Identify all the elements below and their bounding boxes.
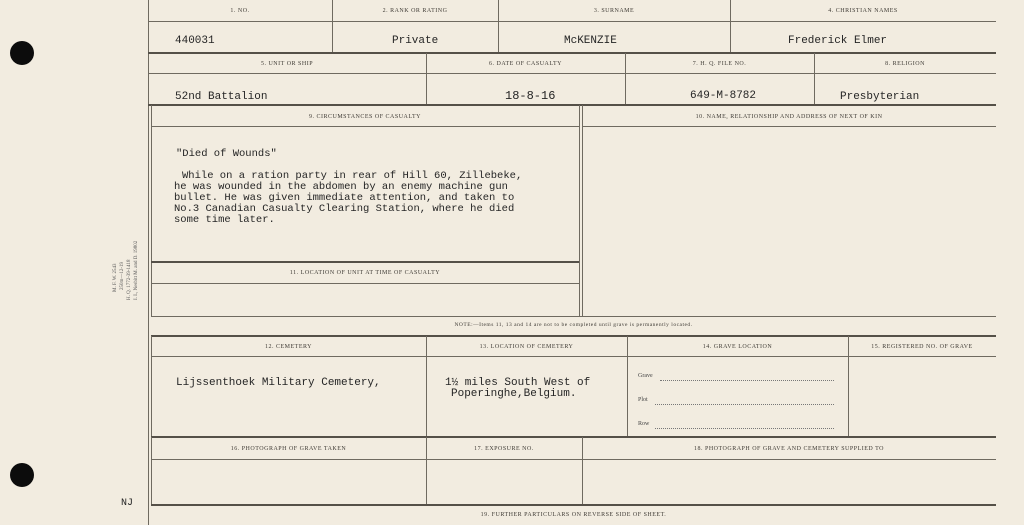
row2-header-rule	[148, 73, 996, 74]
header-photo-taken: 16. PHOTOGRAPH OF GRAVE TAKEN	[230, 446, 347, 452]
note-top-rule	[151, 316, 996, 317]
circ-box-right	[579, 105, 580, 316]
header-unit: 5. UNIT OR SHIP	[260, 61, 314, 67]
header-rank: 2. RANK OR RATING	[382, 8, 448, 14]
binder-hole-top	[10, 41, 34, 65]
cemetery-div-3	[848, 336, 849, 436]
cemetery-header-rule	[151, 356, 996, 357]
cemetery-top-rule	[151, 335, 996, 337]
photo-top-rule	[151, 436, 996, 438]
location-cemetery-line-2: Poperinghe,Belgium.	[451, 388, 577, 400]
cemetery-box-left	[151, 336, 152, 436]
cemetery-div-2	[627, 336, 628, 436]
circumstances-line-2: he was wounded in the abdomen by an enemy machine gun	[174, 181, 508, 193]
date-value: 18-8-16	[505, 89, 556, 103]
row1-header-rule	[148, 21, 996, 22]
circumstances-line-1: While on a ration party in rear of Hill 60, Zillebeke,	[182, 170, 523, 182]
row-row-dots	[655, 428, 834, 429]
header-location-cemetery: 13. LOCATION OF CEMETERY	[479, 344, 574, 350]
plot-row-dots	[655, 404, 834, 405]
print-code-2: 250m—12-19	[120, 261, 125, 290]
header-grave-location: 14. GRAVE LOCATION	[702, 344, 773, 350]
header-next-of-kin: 10. NAME, RELATIONSHIP AND ADDRESS OF NEXT OF KIN	[695, 114, 883, 120]
header-file-no: 7. H. Q. FILE NO.	[692, 61, 747, 67]
surname-value: McKENZIE	[564, 35, 617, 47]
print-code-4: I. I., Nesbitt M. and D. 19802	[134, 240, 139, 300]
circumstances-line-4: No.3 Canadian Casualty Clearing Station, where he died	[174, 203, 515, 215]
print-code-3: H. Q. 1772-39-1418	[127, 259, 132, 300]
header-location-unit: 11. LOCATION OF UNIT AT TIME OF CASUALTY	[289, 270, 441, 276]
row-row-label: Row	[638, 421, 650, 427]
binder-hole-bottom	[10, 463, 34, 487]
print-code-1: M. F. W. 2543	[113, 263, 118, 292]
header-registered-no: 15. REGISTERED NO. OF GRAVE	[871, 344, 973, 350]
unit-value: 52nd Battalion	[175, 91, 268, 103]
header-cemetery: 12. CEMETERY	[264, 344, 312, 350]
margin-mark: NJ	[121, 498, 134, 509]
circ-header-rule	[151, 126, 579, 127]
header-circumstances: 9. CIRCUMSTANCES OF CASUALTY	[309, 114, 421, 120]
location-cemetery-line-1: 1½ miles South West of	[445, 377, 591, 389]
header-no: 1. NO.	[230, 8, 250, 14]
cemetery-div-1	[426, 336, 427, 436]
location-unit-top-rule	[151, 261, 579, 263]
religion-value: Presbyterian	[840, 91, 920, 103]
circumstances-title: "Died of Wounds"	[176, 148, 277, 160]
grave-row-label: Grave	[638, 373, 653, 379]
photo-header-rule	[151, 459, 996, 460]
row1-bottom-rule	[148, 52, 996, 54]
header-date: 6. DATE OF CASUALTY	[489, 61, 562, 67]
plot-row-label: Plot	[638, 397, 648, 403]
header-further: 19. FURTHER PARTICULARS ON REVERSE SIDE OF SHEET.	[480, 512, 667, 518]
header-photo-supplied: 18. PHOTOGRAPH OF GRAVE AND CEMETERY SUPPLIED TO	[693, 446, 885, 452]
kin-header-rule	[582, 126, 996, 127]
form-left-border	[148, 0, 149, 525]
christian-names-value: Frederick Elmer	[788, 35, 888, 47]
kin-box-left	[582, 105, 583, 316]
grave-row-dots	[660, 380, 834, 381]
header-christian-names: 4. CHRISTIAN NAMES	[828, 8, 898, 14]
row2-bottom-rule	[148, 104, 996, 106]
circumstances-line-5: some time later.	[174, 214, 275, 226]
cemetery-value: Lijssenthoek Military Cemetery,	[176, 377, 381, 389]
file-no-value: 649-M-8782	[690, 90, 757, 102]
rank-value: Private	[392, 35, 439, 47]
location-unit-header-rule	[151, 283, 579, 284]
header-religion: 8. RELIGION	[885, 61, 925, 67]
note-text: NOTE:—Items 11, 13 and 14 are not to be completed until grave is permanently located.	[454, 322, 693, 328]
header-exposure: 17. EXPOSURE NO.	[474, 446, 534, 452]
further-top-rule	[151, 504, 996, 506]
circumstances-line-3: bullet. He was given immediate attention, and taken to	[174, 192, 515, 204]
service-number: 440031	[175, 35, 215, 47]
header-surname: 3. SURNAME	[593, 8, 635, 14]
circ-box-left	[151, 105, 152, 316]
